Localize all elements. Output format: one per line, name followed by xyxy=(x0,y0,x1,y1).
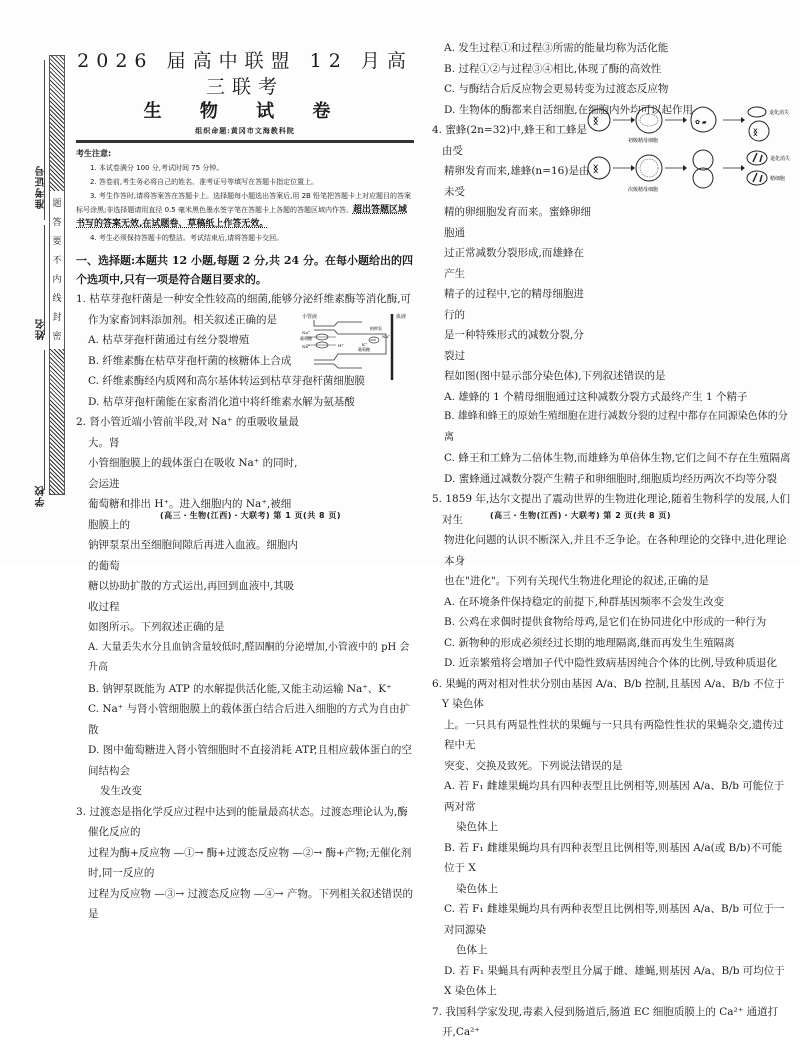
name-label: 姓名 xyxy=(36,318,47,340)
bee-meiosis-diagram xyxy=(585,102,800,194)
question-2 xyxy=(76,412,301,638)
label-degenerate: 退化消失 xyxy=(769,110,790,116)
page-footer-2: (高三・生物(江西)・大联考) 第 2 页(共 8 页) xyxy=(490,511,671,520)
exam-notice xyxy=(76,147,414,245)
exam-subject: 生 物 试 卷 xyxy=(143,101,347,122)
school-label: 学校 xyxy=(36,485,47,507)
option-a: A. 枯草芽孢杆菌通过有丝分裂增殖 xyxy=(88,334,250,346)
option-d: D. 蜜蜂通过减数分裂产生精子和卵细胞时,细胞质均经历两次不均等分裂 xyxy=(444,472,778,485)
title-rule xyxy=(76,140,414,143)
question-stem-line: 过程为酶+反应物 —①→ 酶+过渡态反应物 —②→ 酶+产物;无催化剂时,同一反应的 xyxy=(88,846,412,879)
label-na: Na⁺ xyxy=(302,330,310,335)
seal-char: 封 xyxy=(52,313,62,323)
question-stem-line: 程如图(图中显示部分染色体),下列叙述错误的是 xyxy=(444,370,666,382)
exam-id-label: 准考证号 xyxy=(36,165,47,209)
question-stem-line: 突变、交换及致死。下列说法错误的是 xyxy=(444,759,623,772)
question-number: 1. xyxy=(76,293,87,305)
organizer: 组织命题:黄冈市文海教科院 xyxy=(195,126,295,135)
option-a: A. 雄蜂的 1 个精母细胞通过这种减数分裂方式最终产生 1 个精子 xyxy=(444,390,748,403)
option-d: D. 若 F₁ 果蝇具有两种表型且分属于雌、雄蝇,则基因 A/a、B/b 可均位于 X 染色体上 xyxy=(444,964,785,997)
option-c: C. 与酶结合后反应物会更易转变为过渡态反应物 xyxy=(444,83,669,95)
question-stem-line: 过渡态是指化学反应过程中达到的能量最高状态。过渡态理论认为,酶催化反应的 xyxy=(88,805,408,838)
label-atp: ATP xyxy=(370,338,377,342)
notice-item: 2. 答卷前,考生务必将自己的姓名、准考证号等填写在答题卡指定位置上。 xyxy=(90,178,319,186)
hatch-pattern xyxy=(50,56,64,191)
svg-text:ᛝ: ᛝ xyxy=(593,165,599,175)
question-stem-line: 上。一只具有两显性性状的果蝇与一只具有两隐性性状的果蝇杂交,遗传过程中无 xyxy=(444,718,784,751)
left-column xyxy=(76,40,414,925)
option-b: B. 若 F₁ 雌雄果蝇均具有四种表型且比例相等,则基因 A/a(或 B/b)不可能位于 X xyxy=(444,841,783,874)
notice-emphasis: 超出答题区域书写的答案无效,在试题卷、草稿纸上作答无效。 xyxy=(76,205,407,229)
notice-item: 1. 本试卷满分 100 分,考试时间 75 分钟。 xyxy=(90,164,224,172)
notice-item xyxy=(76,189,414,231)
kidney-tubule-diagram xyxy=(300,312,412,382)
question-stem-line: 如图所示。下列叙述正确的是 xyxy=(88,621,225,633)
question-stem-line: 钠钾泵泵出至细胞间隙后再进入血液。细胞内的葡萄 xyxy=(88,539,298,572)
seal-char: 要 xyxy=(52,237,62,247)
label-glucose: 葡萄糖 xyxy=(358,347,370,352)
question-stem-line: 精的卵细胞发育而来。蜜蜂卵细胞通 xyxy=(444,206,591,239)
seal-line-text xyxy=(50,196,64,346)
question-stem-line: 小管细胞膜上的载体蛋白在吸收 Na⁺ 的同时,会运进 xyxy=(88,457,298,490)
hatch-pattern xyxy=(50,349,64,494)
label-na: Na⁺ xyxy=(302,344,310,349)
option-b: B. 过程①②与过程③④相比,体现了酶的高效性 xyxy=(444,62,662,75)
option-b: B. 纤维素酶在枯草芽孢杆菌的核糖体上合成 xyxy=(88,354,292,367)
question-6 xyxy=(432,674,792,715)
question-stem-line: 糖以协助扩散的方式运出,再回到血液中,其吸收过程 xyxy=(88,580,295,613)
seal-char: 不 xyxy=(52,256,62,266)
svg-text:✿ ▰: ✿ ▰ xyxy=(695,119,707,126)
label-k: K⁺ xyxy=(362,342,368,347)
seal-char: 线 xyxy=(52,294,62,304)
label-na: Na⁺ xyxy=(382,334,390,339)
exam-title: 2026 届高中联盟 12 月高三联考 xyxy=(77,50,413,98)
svg-text:ᛝ: ᛝ xyxy=(753,127,758,137)
option-b: B. 雄蜂和蜂王的原始生殖细胞在进行减数分裂的过程中都存在同源染色体的分离 xyxy=(444,411,788,443)
svg-text:ᛝ: ᛝ xyxy=(593,117,599,127)
option-a: A. 在环境条件保持稳定的前提下,种群基因频率不会发生改变 xyxy=(444,595,725,608)
option-d: D. 近亲繁殖将会增加子代中隐性致病基因纯合个体的比例,导致种质退化 xyxy=(444,657,778,669)
label-primary-spermatocyte: 初级精母细胞 xyxy=(628,138,659,144)
page-footer-1: (高三・生物(江西)・大联考) 第 1 页(共 8 页) xyxy=(160,511,341,520)
label-lumen: 小管液 xyxy=(302,314,318,320)
question-stem: 我国科学家发现,毒素入侵到肠道后,肠道 EC 细胞质膜上的 Ca²⁺ 通道打开,Ca²⁺ xyxy=(442,1005,779,1038)
question-3 xyxy=(76,802,414,843)
notice-item-text: 3. 考生作答时,请将答案答在答题卡上。选择题每小题选出答案后,用 2B 铅笔把答题卡上对应题目的答案标号涂黑;非选择题请用直径 0.5 毫米黑色墨水签字笔在答题卡上各题的答题区域内作答。 xyxy=(76,192,412,214)
question-stem-line: 精子的过程中,它的精母细胞进行的 xyxy=(444,288,584,321)
question-stem-line: 蜜蜂(2n=32)中,蜂王和工蜂是由受 xyxy=(442,124,588,157)
question-7 xyxy=(432,1002,792,1043)
option-a: A. 大量丢失水分且血钠含量较低时,醛固酮的分泌增加,小管液中的 pH 会升高 xyxy=(88,641,410,673)
option-b: B. 钠钾泵既能为 ATP 的水解提供活化能,又能主动运输 Na⁺、K⁺ xyxy=(88,682,392,695)
label-glucose: 葡萄糖 xyxy=(300,336,312,341)
option-c-continued: 色体上 xyxy=(456,944,488,956)
option-b: B. 公鸡在求偶时提供食物给母鸡,是它们在协同进化中形成的一种行为 xyxy=(444,616,767,628)
question-number: 4. xyxy=(432,124,443,136)
option-a-continued: 染色体上 xyxy=(456,821,498,833)
label-degenerate: 退化消失 xyxy=(770,156,791,162)
question-number: 6. xyxy=(432,677,443,690)
label-sperm-cell: 精细胞 xyxy=(770,176,786,182)
label-h: H⁺ xyxy=(338,343,344,348)
question-stem-line: 果蝇的两对相对性状分别由基因 A/a、B/b 控制,且基因 A/a、B/b 不位于 Y 染色体 xyxy=(442,677,785,710)
option-d-continued: 发生改变 xyxy=(100,785,142,797)
question-number: 5. xyxy=(432,493,443,505)
option-d: D. 图中葡萄糖进入肾小管细胞时不直接消耗 ATP,且相应载体蛋白的空间结构会 xyxy=(88,744,412,777)
option-c: C. 若 F₁ 雌雄果蝇均具有两种表型且比例相等,则基因 A/a、B/b 可位于一对同源染 xyxy=(444,903,785,936)
label-pump: 钠钾泵 xyxy=(370,326,382,331)
question-stem-line: 肾小管近端小管前半段,对 Na⁺ 的重吸收量最大。肾 xyxy=(88,416,299,449)
question-number: 3. xyxy=(76,805,87,818)
question-number: 7. xyxy=(432,1005,443,1018)
option-c: C. 新物种的形成必须经过长期的地理隔离,继而再发生生殖隔离 xyxy=(444,636,735,649)
option-c: C. Na⁺ 与肾小管细胞膜上的载体蛋白结合后进入细胞的方式为自由扩散 xyxy=(88,703,411,736)
seal-char: 密 xyxy=(52,332,62,342)
question-stem-line: 1859 年,达尔文提出了震动世界的生物进化理论,随着生物科学的发展,人们对生 xyxy=(442,493,790,526)
question-stem-line: 葡萄糖和排出 H⁺。进入细胞内的 Na⁺,被细胞膜上的 xyxy=(88,498,292,531)
question-stem-line: 精卵发育而来,雄蜂(n=16)是由未受 xyxy=(444,165,590,198)
question-4 xyxy=(432,120,592,366)
binding-strip xyxy=(49,55,65,495)
option-c: C. 纤维素酶经内质网和高尔基体转运到枯草芽孢杆菌细胞膜 xyxy=(88,375,365,387)
option-a: A. 发生过程①和过程③所需的能量均称为活化能 xyxy=(444,42,669,54)
question-stem-line: 是一种特殊形式的减数分裂,分裂过 xyxy=(444,329,584,362)
question-number: 2. xyxy=(76,416,87,428)
seal-char: 答 xyxy=(52,218,62,228)
option-b-continued: 染色体上 xyxy=(456,882,498,895)
question-stem: 枯草芽孢杆菌是一种安全性较高的细菌,能够分泌纤维素酶等消化酶,可作为家畜饲料添加剂。相关叙述正确的是 xyxy=(88,293,412,326)
label-secondary-spermatocyte: 次级精母细胞 xyxy=(628,187,659,193)
option-d: D. 生物体的酶都来自活细胞,在细胞内外均可以起作用 xyxy=(444,103,694,116)
seal-char: 内 xyxy=(52,275,62,285)
option-a: A. 若 F₁ 雌雄果蝇均具有四种表型且比例相等,则基因 A/a、B/b 可能位于两对常 xyxy=(444,780,785,813)
option-d: D. 枯草芽孢杆菌能在家畜消化道中将纤维素水解为氨基酸 xyxy=(88,395,355,408)
section-heading: 一、选择题:本题共 12 小题,每题 2 分,共 24 分。在每小题给出的四个选项中,只有一项是符合题目要求的。 xyxy=(76,254,413,286)
question-stem-line: 过程为反应物 —③→ 过渡态反应物 —④→ 产物。下列相关叙述错误的是 xyxy=(88,887,413,920)
notice-heading: 考生注意: xyxy=(76,149,112,158)
option-c: C. 蜂王和工蜂为二倍体生物,而雄蜂为单倍体生物,它们之间不存在生殖隔离 xyxy=(444,452,791,464)
question-stem-line: 物进化问题的认识不断深入,并且不乏争论。在各种理论的交锋中,进化理论本身 xyxy=(444,534,787,567)
seal-char: 题 xyxy=(52,199,62,209)
label-blood: 血液 xyxy=(396,314,407,320)
binding-line xyxy=(44,350,45,490)
question-stem-line: 也在"进化"。下列有关现代生物进化理论的叙述,正确的是 xyxy=(444,575,709,587)
notice-item: 4. 考生必须保持答题卡的整洁。考试结束后,请将答题卡交回。 xyxy=(90,234,284,242)
question-stem-line: 过正常减数分裂形成,而雄蜂在产生 xyxy=(444,247,584,280)
